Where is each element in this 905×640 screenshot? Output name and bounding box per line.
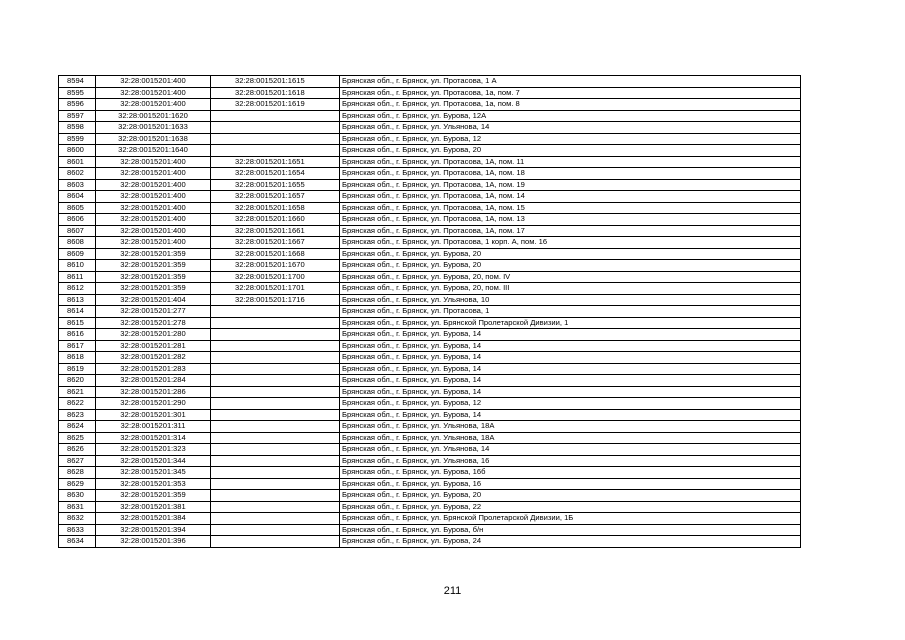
address-cell: Брянская обл., г. Брянск, ул. Бурова, 16б <box>340 467 801 479</box>
address-cell: Брянская обл., г. Брянск, ул. Ульянова, 10 <box>340 294 801 306</box>
cadastral-number-cell: 32:28:0015201:1700 <box>211 271 340 283</box>
parent-cadastral-number-cell: 32:28:0015201:396 <box>96 536 211 548</box>
cadastral-number-cell <box>211 501 340 513</box>
table-row <box>59 467 801 479</box>
parent-cadastral-number-cell: 32:28:0015201:1638 <box>96 133 211 145</box>
address-cell: Брянская обл., г. Брянск, ул. Бурова, 20 <box>340 145 801 157</box>
cadastral-number-cell <box>211 340 340 352</box>
address-cell: Брянская обл., г. Брянск, ул. Бурова, 14 <box>340 363 801 375</box>
cadastral-number-cell: 32:28:0015201:1651 <box>211 156 340 168</box>
parent-cadastral-number-cell: 32:28:0015201:400 <box>96 168 211 180</box>
parent-cadastral-number-cell: 32:28:0015201:1633 <box>96 122 211 134</box>
table-row <box>59 306 801 318</box>
cadastral-number-cell <box>211 145 340 157</box>
row-number-cell: 8626 <box>59 444 96 456</box>
parent-cadastral-number-cell: 32:28:0015201:400 <box>96 237 211 249</box>
parent-cadastral-number-cell: 32:28:0015201:400 <box>96 156 211 168</box>
table-row <box>59 398 801 410</box>
cadastral-number-cell <box>211 467 340 479</box>
row-number-cell: 8634 <box>59 536 96 548</box>
address-cell: Брянская обл., г. Брянск, ул. Протасова, 1а, пом. 8 <box>340 99 801 111</box>
address-cell: Брянская обл., г. Брянск, ул. Бурова, 14 <box>340 375 801 387</box>
parent-cadastral-number-cell: 32:28:0015201:311 <box>96 421 211 433</box>
row-number-cell: 8610 <box>59 260 96 272</box>
address-cell: Брянская обл., г. Брянск, ул. Протасова, 1 <box>340 306 801 318</box>
row-number-cell: 8595 <box>59 87 96 99</box>
parent-cadastral-number-cell: 32:28:0015201:404 <box>96 294 211 306</box>
cadastral-number-cell: 32:28:0015201:1670 <box>211 260 340 272</box>
table-row <box>59 513 801 525</box>
parent-cadastral-number-cell: 32:28:0015201:283 <box>96 363 211 375</box>
parent-cadastral-number-cell: 32:28:0015201:400 <box>96 87 211 99</box>
cadastral-number-cell: 32:28:0015201:1716 <box>211 294 340 306</box>
row-number-cell: 8633 <box>59 524 96 536</box>
row-number-cell: 8609 <box>59 248 96 260</box>
row-number-cell: 8632 <box>59 513 96 525</box>
cadastral-number-cell <box>211 375 340 387</box>
row-number-cell: 8620 <box>59 375 96 387</box>
row-number-cell: 8605 <box>59 202 96 214</box>
table-row <box>59 536 801 548</box>
cadastral-number-cell <box>211 363 340 375</box>
table-row <box>59 283 801 295</box>
parent-cadastral-number-cell: 32:28:0015201:400 <box>96 225 211 237</box>
table-row <box>59 421 801 433</box>
address-cell: Брянская обл., г. Брянск, ул. Протасова, 1А, пом. 13 <box>340 214 801 226</box>
row-number-cell: 8613 <box>59 294 96 306</box>
cadastral-number-cell <box>211 110 340 122</box>
table-row <box>59 271 801 283</box>
parent-cadastral-number-cell: 32:28:0015201:284 <box>96 375 211 387</box>
row-number-cell: 8606 <box>59 214 96 226</box>
cadastral-number-cell <box>211 133 340 145</box>
table-row <box>59 237 801 249</box>
table-row <box>59 432 801 444</box>
row-number-cell: 8628 <box>59 467 96 479</box>
table-row <box>59 352 801 364</box>
row-number-cell: 8621 <box>59 386 96 398</box>
table-row <box>59 490 801 502</box>
table-row <box>59 455 801 467</box>
row-number-cell: 8601 <box>59 156 96 168</box>
row-number-cell: 8631 <box>59 501 96 513</box>
parent-cadastral-number-cell: 32:28:0015201:400 <box>96 214 211 226</box>
row-number-cell: 8617 <box>59 340 96 352</box>
row-number-cell: 8603 <box>59 179 96 191</box>
parent-cadastral-number-cell: 32:28:0015201:323 <box>96 444 211 456</box>
parent-cadastral-number-cell: 32:28:0015201:359 <box>96 271 211 283</box>
cadastral-number-cell: 32:28:0015201:1619 <box>211 99 340 111</box>
row-number-cell: 8615 <box>59 317 96 329</box>
address-cell: Брянская обл., г. Брянск, ул. Протасова, 1А, пом. 18 <box>340 168 801 180</box>
cadastral-number-cell: 32:28:0015201:1655 <box>211 179 340 191</box>
table-row <box>59 340 801 352</box>
cadastral-number-cell <box>211 386 340 398</box>
cadastral-number-cell <box>211 409 340 421</box>
address-cell: Брянская обл., г. Брянск, ул. Бурова, 20 <box>340 248 801 260</box>
cadastral-number-cell: 32:28:0015201:1654 <box>211 168 340 180</box>
address-cell: Брянская обл., г. Брянск, ул. Брянской Пролетарской Дивизии, 1Б <box>340 513 801 525</box>
address-cell: Брянская обл., г. Брянск, ул. Ульянова, 16 <box>340 455 801 467</box>
row-number-cell: 8618 <box>59 352 96 364</box>
cadastral-number-cell <box>211 432 340 444</box>
address-cell: Брянская обл., г. Брянск, ул. Ульянова, 18А <box>340 421 801 433</box>
address-cell: Брянская обл., г. Брянск, ул. Ульянова, 14 <box>340 122 801 134</box>
cadastral-number-cell: 32:28:0015201:1615 <box>211 76 340 88</box>
address-cell: Брянская обл., г. Брянск, ул. Бурова, 12 <box>340 133 801 145</box>
page-number: 211 <box>443 585 462 597</box>
cadastral-number-cell <box>211 444 340 456</box>
address-cell: Брянская обл., г. Брянск, ул. Бурова, 12 <box>340 398 801 410</box>
row-number-cell: 8600 <box>59 145 96 157</box>
parent-cadastral-number-cell: 32:28:0015201:277 <box>96 306 211 318</box>
table-row <box>59 248 801 260</box>
cadastral-number-cell: 32:28:0015201:1668 <box>211 248 340 260</box>
cadastral-number-cell <box>211 536 340 548</box>
table-row <box>59 202 801 214</box>
cadastral-number-cell <box>211 329 340 341</box>
registry-table-body <box>59 76 801 548</box>
address-cell: Брянская обл., г. Брянск, ул. Протасова, 1 А <box>340 76 801 88</box>
row-number-cell: 8602 <box>59 168 96 180</box>
registry-table <box>58 75 801 548</box>
address-cell: Брянская обл., г. Брянск, ул. Бурова, 20, пом. IV <box>340 271 801 283</box>
row-number-cell: 8612 <box>59 283 96 295</box>
cadastral-number-cell <box>211 306 340 318</box>
table-row <box>59 478 801 490</box>
cadastral-number-cell: 32:28:0015201:1618 <box>211 87 340 99</box>
address-cell: Брянская обл., г. Брянск, ул. Брянской Пролетарской Дивизии, 1 <box>340 317 801 329</box>
table-row <box>59 133 801 145</box>
table-row <box>59 375 801 387</box>
parent-cadastral-number-cell: 32:28:0015201:400 <box>96 179 211 191</box>
parent-cadastral-number-cell: 32:28:0015201:1620 <box>96 110 211 122</box>
cadastral-number-cell <box>211 122 340 134</box>
parent-cadastral-number-cell: 32:28:0015201:290 <box>96 398 211 410</box>
table-row <box>59 260 801 272</box>
cadastral-number-cell <box>211 513 340 525</box>
cadastral-number-cell: 32:28:0015201:1667 <box>211 237 340 249</box>
cadastral-number-cell <box>211 455 340 467</box>
parent-cadastral-number-cell: 32:28:0015201:394 <box>96 524 211 536</box>
address-cell: Брянская обл., г. Брянск, ул. Бурова, 14 <box>340 352 801 364</box>
cadastral-number-cell <box>211 478 340 490</box>
table-row <box>59 214 801 226</box>
address-cell: Брянская обл., г. Брянск, ул. Протасова, 1а, пом. 7 <box>340 87 801 99</box>
row-number-cell: 8614 <box>59 306 96 318</box>
row-number-cell: 8611 <box>59 271 96 283</box>
table-row <box>59 363 801 375</box>
table-row <box>59 409 801 421</box>
parent-cadastral-number-cell: 32:28:0015201:400 <box>96 76 211 88</box>
address-cell: Брянская обл., г. Брянск, ул. Протасова, 1А, пом. 17 <box>340 225 801 237</box>
row-number-cell: 8604 <box>59 191 96 203</box>
table-row <box>59 317 801 329</box>
address-cell: Брянская обл., г. Брянск, ул. Протасова, 1А, пом. 11 <box>340 156 801 168</box>
address-cell: Брянская обл., г. Брянск, ул. Протасова, 1А, пом. 15 <box>340 202 801 214</box>
parent-cadastral-number-cell: 32:28:0015201:314 <box>96 432 211 444</box>
row-number-cell: 8608 <box>59 237 96 249</box>
parent-cadastral-number-cell: 32:28:0015201:280 <box>96 329 211 341</box>
address-cell: Брянская обл., г. Брянск, ул. Бурова, б/н <box>340 524 801 536</box>
parent-cadastral-number-cell: 32:28:0015201:359 <box>96 248 211 260</box>
cadastral-number-cell: 32:28:0015201:1701 <box>211 283 340 295</box>
row-number-cell: 8598 <box>59 122 96 134</box>
row-number-cell: 8619 <box>59 363 96 375</box>
address-cell: Брянская обл., г. Брянск, ул. Бурова, 22 <box>340 501 801 513</box>
table-row <box>59 294 801 306</box>
table-row <box>59 386 801 398</box>
row-number-cell: 8629 <box>59 478 96 490</box>
row-number-cell: 8622 <box>59 398 96 410</box>
row-number-cell: 8627 <box>59 455 96 467</box>
cadastral-number-cell: 32:28:0015201:1661 <box>211 225 340 237</box>
parent-cadastral-number-cell: 32:28:0015201:400 <box>96 99 211 111</box>
address-cell: Брянская обл., г. Брянск, ул. Ульянова, 18А <box>340 432 801 444</box>
parent-cadastral-number-cell: 32:28:0015201:286 <box>96 386 211 398</box>
table-row <box>59 179 801 191</box>
cadastral-number-cell: 32:28:0015201:1658 <box>211 202 340 214</box>
address-cell: Брянская обл., г. Брянск, ул. Бурова, 14 <box>340 329 801 341</box>
row-number-cell: 8625 <box>59 432 96 444</box>
address-cell: Брянская обл., г. Брянск, ул. Бурова, 20 <box>340 490 801 502</box>
address-cell: Брянская обл., г. Брянск, ул. Бурова, 16 <box>340 478 801 490</box>
table-row <box>59 99 801 111</box>
address-cell: Брянская обл., г. Брянск, ул. Бурова, 20, пом. III <box>340 283 801 295</box>
parent-cadastral-number-cell: 32:28:0015201:359 <box>96 490 211 502</box>
cadastral-number-cell: 32:28:0015201:1660 <box>211 214 340 226</box>
table-row <box>59 225 801 237</box>
parent-cadastral-number-cell: 32:28:0015201:359 <box>96 283 211 295</box>
row-number-cell: 8624 <box>59 421 96 433</box>
row-number-cell: 8616 <box>59 329 96 341</box>
cadastral-number-cell <box>211 352 340 364</box>
table-row <box>59 191 801 203</box>
row-number-cell: 8623 <box>59 409 96 421</box>
row-number-cell: 8596 <box>59 99 96 111</box>
cadastral-number-cell: 32:28:0015201:1657 <box>211 191 340 203</box>
parent-cadastral-number-cell: 32:28:0015201:384 <box>96 513 211 525</box>
address-cell: Брянская обл., г. Брянск, ул. Протасова, 1А, пом. 19 <box>340 179 801 191</box>
parent-cadastral-number-cell: 32:28:0015201:345 <box>96 467 211 479</box>
cadastral-number-cell <box>211 421 340 433</box>
address-cell: Брянская обл., г. Брянск, ул. Бурова, 14 <box>340 386 801 398</box>
table-row <box>59 110 801 122</box>
row-number-cell: 8594 <box>59 76 96 88</box>
table-row <box>59 145 801 157</box>
cadastral-number-cell <box>211 317 340 329</box>
cadastral-number-cell <box>211 398 340 410</box>
row-number-cell: 8630 <box>59 490 96 502</box>
table-row <box>59 329 801 341</box>
parent-cadastral-number-cell: 32:28:0015201:1640 <box>96 145 211 157</box>
parent-cadastral-number-cell: 32:28:0015201:282 <box>96 352 211 364</box>
table-row <box>59 501 801 513</box>
address-cell: Брянская обл., г. Брянск, ул. Протасова, 1А, пом. 14 <box>340 191 801 203</box>
address-cell: Брянская обл., г. Брянск, ул. Бурова, 14 <box>340 409 801 421</box>
parent-cadastral-number-cell: 32:28:0015201:400 <box>96 202 211 214</box>
cadastral-number-cell <box>211 490 340 502</box>
parent-cadastral-number-cell: 32:28:0015201:400 <box>96 191 211 203</box>
parent-cadastral-number-cell: 32:28:0015201:359 <box>96 260 211 272</box>
parent-cadastral-number-cell: 32:28:0015201:301 <box>96 409 211 421</box>
table-row <box>59 444 801 456</box>
parent-cadastral-number-cell: 32:28:0015201:278 <box>96 317 211 329</box>
cadastral-number-cell <box>211 524 340 536</box>
parent-cadastral-number-cell: 32:28:0015201:344 <box>96 455 211 467</box>
parent-cadastral-number-cell: 32:28:0015201:381 <box>96 501 211 513</box>
address-cell: Брянская обл., г. Брянск, ул. Протасова, 1 корп. А, пом. 16 <box>340 237 801 249</box>
address-cell: Брянская обл., г. Брянск, ул. Ульянова, 14 <box>340 444 801 456</box>
address-cell: Брянская обл., г. Брянск, ул. Бурова, 12А <box>340 110 801 122</box>
address-cell: Брянская обл., г. Брянск, ул. Бурова, 20 <box>340 260 801 272</box>
table-row <box>59 168 801 180</box>
table-row <box>59 156 801 168</box>
address-cell: Брянская обл., г. Брянск, ул. Бурова, 24 <box>340 536 801 548</box>
row-number-cell: 8607 <box>59 225 96 237</box>
table-row <box>59 524 801 536</box>
row-number-cell: 8597 <box>59 110 96 122</box>
table-row <box>59 76 801 88</box>
parent-cadastral-number-cell: 32:28:0015201:281 <box>96 340 211 352</box>
table-row <box>59 122 801 134</box>
parent-cadastral-number-cell: 32:28:0015201:353 <box>96 478 211 490</box>
row-number-cell: 8599 <box>59 133 96 145</box>
address-cell: Брянская обл., г. Брянск, ул. Бурова, 14 <box>340 340 801 352</box>
table-row <box>59 87 801 99</box>
